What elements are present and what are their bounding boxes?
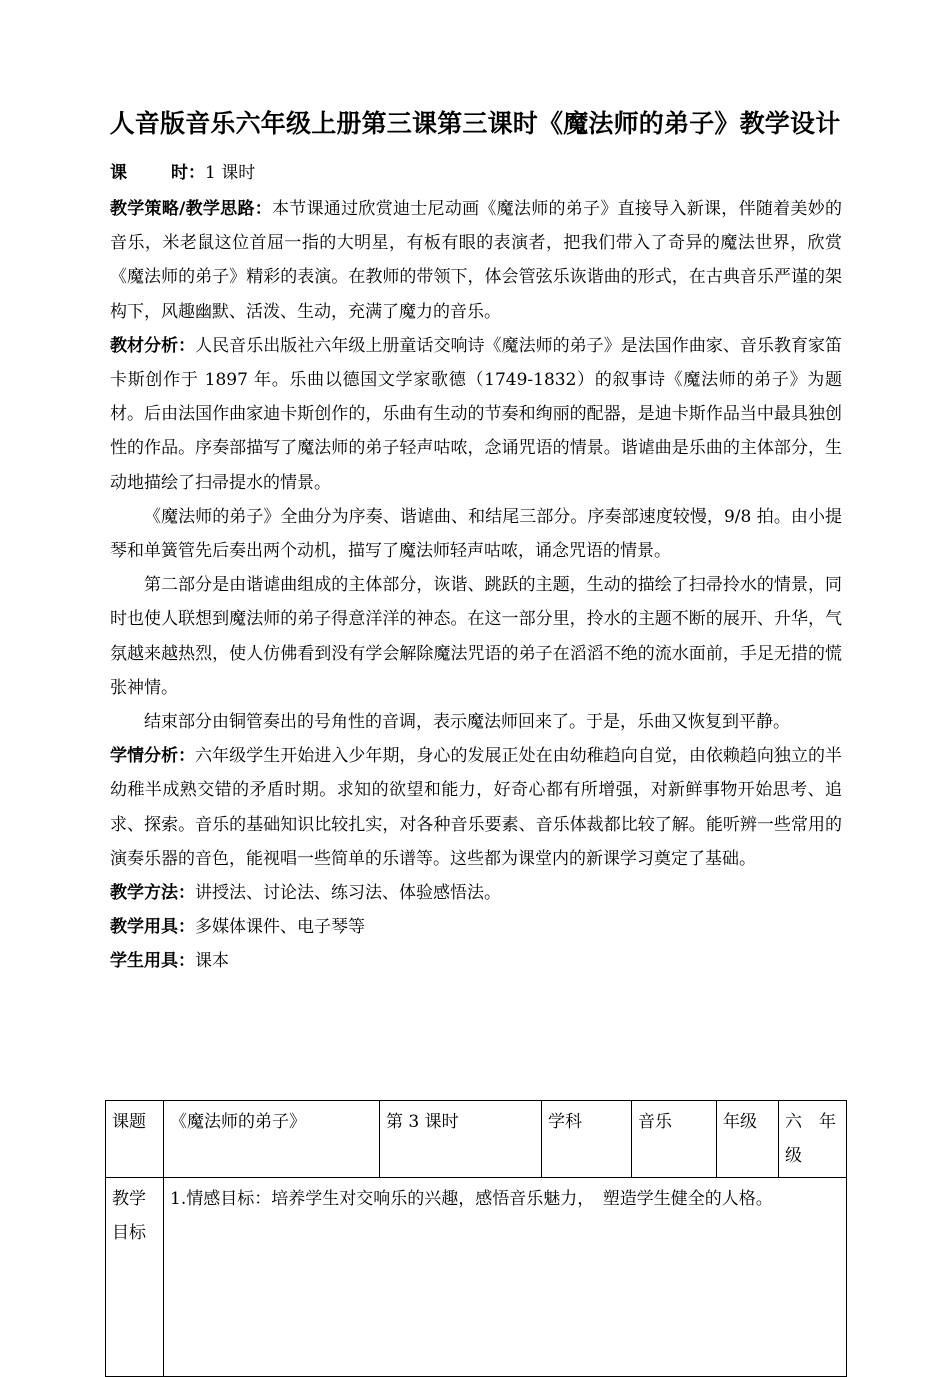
table-cell-subject-value: 音乐 — [632, 1101, 717, 1178]
strategy-paragraph — [110, 192, 842, 329]
student-tools-text: 课本 — [195, 951, 229, 972]
student-tools-paragraph — [110, 944, 842, 978]
class-hours-value: 1 课时 — [205, 163, 256, 183]
strategy-label: 教学策略/教学思路： — [110, 199, 273, 219]
table-cell-subject-label: 学科 — [542, 1101, 632, 1178]
table-row — [106, 1178, 847, 1377]
material-label: 教材分析： — [110, 335, 196, 356]
students-paragraph — [110, 739, 842, 876]
students-label: 学情分析： — [110, 746, 196, 767]
tools-paragraph — [110, 910, 842, 944]
class-hours-label-b: 时： — [171, 163, 205, 183]
tools-label: 教学用具： — [110, 917, 195, 938]
table-cell-topic-label: 课题 — [106, 1101, 164, 1178]
class-hours — [110, 156, 842, 190]
table-cell-goal-label: 教学目标 — [106, 1178, 164, 1377]
material-paragraph — [110, 329, 842, 500]
methods-label: 教学方法： — [110, 883, 195, 904]
table-cell-lesson-number: 第 3 课时 — [380, 1101, 542, 1178]
table-cell-goal-text: 1.情感目标：培养学生对交响乐的兴趣，感悟音乐魅力， 塑造学生健全的人格。 — [164, 1178, 847, 1377]
body-paragraph-1: 《魔法师的弟子》全曲分为序奏、谐谑曲、和结尾三部分。序奏部速度较慢，9/8 拍。由小提琴和单簧管先后奏出两个动机，描写了魔法师轻声咕哝，诵念咒语的情景。 — [110, 506, 842, 562]
document-title: 人音版音乐六年级上册第三课第三课时《魔法师的弟子》教学设计 — [109, 109, 841, 138]
table-cell-grade-value: 六 年级 — [779, 1101, 847, 1178]
methods-text: 讲授法、讨论法、练习法、体验感悟法。 — [195, 883, 501, 904]
table-row — [106, 1101, 847, 1178]
table-cell-grade-label: 年级 — [717, 1101, 779, 1178]
methods-paragraph — [110, 876, 842, 910]
table-cell-topic-value: 《魔法师的弟子》 — [164, 1101, 380, 1178]
strategy-text: 本节课通过欣赏迪士尼动画《魔法师的弟子》直接导入新课，伴随着美妙的音乐，米老鼠这位首屈一指的大明星，有板有眼的表演者，把我们带入了奇异的魔法世界，欣赏《魔法师的弟子》精彩的表演。在教师的带领下，体会管弦乐诙谐曲的形式，在古典音乐严谨的架构下，风趣幽默、活泼、生动，充满了魔力的音乐。 — [110, 199, 842, 322]
tools-text: 多媒体课件、电子琴等 — [195, 917, 365, 938]
material-text: 人民音乐出版社六年级上册童话交响诗《魔法师的弟子》是法国作曲家、音乐教育家笛卡斯创作于 1897 年。乐曲以德国文学家歌德（1749-1832）的叙事诗《魔法师的弟子》为题材。后由法国作曲家迪卡斯创作的，乐曲有生动的节奏和绚丽的配器，是迪卡斯作品当中最具独创性的作品。序奏部描写了魔法师的弟子轻声咕哝，念诵咒语的情景。谐谑曲是乐曲的主体部分，生动地描绘了扫帚提水的情景。 — [110, 335, 843, 493]
body-paragraph-2: 第二部分是由谐谑曲组成的主体部分，诙谐、跳跃的主题，生动的描绘了扫帚拎水的情景，同时也使人联想到魔法师的弟子得意洋洋的神态。在这一部分里，拎水的主题不断的展开、升华，气氛越来越热烈，使人仿佛看到没有学会解除魔法咒语的弟子在滔滔不绝的流水面前，手足无措的慌张神情。 — [110, 575, 842, 698]
body-paragraph-3: 结束部分由铜管奏出的号角性的音调，表示魔法师回来了。于是，乐曲又恢复到平静。 — [144, 712, 790, 733]
document-body — [110, 156, 842, 979]
lesson-info-table — [105, 1100, 847, 1377]
class-hours-label-a: 课 — [110, 163, 127, 183]
student-tools-label: 学生用具： — [110, 951, 195, 972]
students-text: 六年级学生开始进入少年期，身心的发展正处在由幼稚趋向自觉，由依赖趋向独立的半幼稚半成熟交错的矛盾时期。求知的欲望和能力，好奇心都有所增强，对新鲜事物开始思考、追求、探索。音乐的基础知识比较扎实，对各种音乐要素、音乐体裁都比较了解。能听辨一些常用的演奏乐器的音色，能视唱一些简单的乐谱等。这些都为课堂内的新课学习奠定了基础。 — [110, 746, 843, 869]
